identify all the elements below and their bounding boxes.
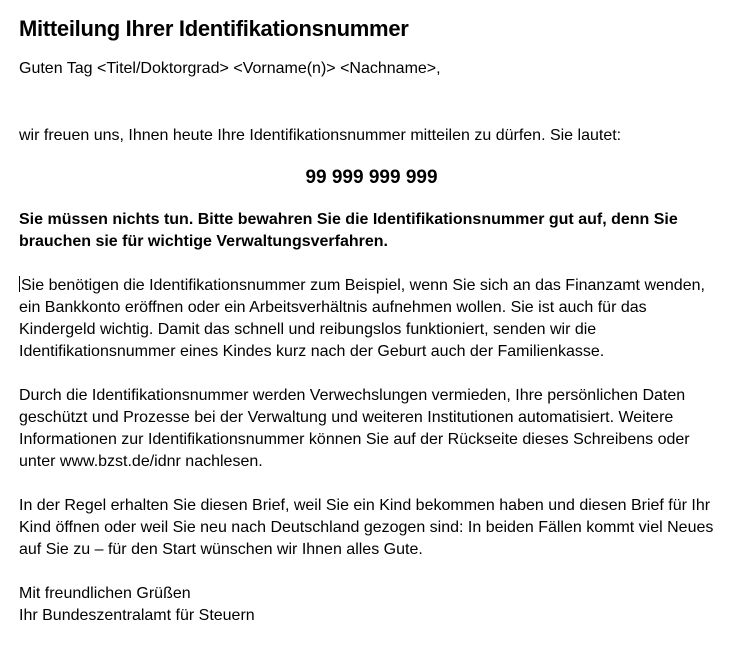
identification-number: 99 999 999 999 (305, 167, 438, 188)
closing-salutation: Mit freundlichen Grüßen (19, 585, 191, 602)
body-paragraph-3: In der Regel erhalten Sie diesen Brief, weil Sie ein Kind bekommen haben und diesen Brief für Ihr Kind öffnen oder weil Sie neu nach Deutschland gezogen sind: In beiden Fällen kommt viel Neues auf Sie zu – für den Start wünschen wir Ihnen alles Gute. (19, 497, 714, 558)
closing-signature: Ihr Bundeszentralamt für Steuern (19, 607, 255, 624)
body-paragraph-1-text: Sie benötigen die Identifikationsnummer zum Beispiel, wenn Sie sich an das Finanzamt wenden, ein Bankkonto eröffnen oder ein Arbeitsverhältnis aufnehmen wollen. Sie ist auch für das Kindergeld wichtig. Damit das schnell und reibungslos funktioniert, senden wir die Identifikationsnummer eines Kindes kurz nach der Geburt auch der Familienkasse. (19, 277, 705, 360)
letter-document[interactable] (19, 14, 724, 627)
notice-paragraph: Sie müssen nichts tun. Bitte bewahren Sie die Identifikationsnummer gut auf, denn Sie brauchen sie für wichtige Verwaltungsverfahren. (19, 211, 678, 250)
letter-greeting: Guten Tag <Titel/Doktorgrad> <Vorname(n)> <Nachname>, (19, 60, 441, 77)
text-cursor (19, 276, 20, 292)
body-paragraph-1 (19, 275, 724, 363)
closing-block (19, 583, 724, 627)
body-paragraph-2: Durch die Identifikationsnummer werden Verwechslungen vermieden, Ihre persönlichen Daten geschützt und Prozesse bei der Verwaltung und weiteren Institutionen automatisiert. Weitere Informationen zur Identifikationsnummer können Sie auf der Rückseite dieses Schreibens oder unter www.bzst.de/idnr nachlesen. (19, 387, 690, 470)
letter-intro: wir freuen uns, Ihnen heute Ihre Identifikationsnummer mitteilen zu dürfen. Sie lautet: (19, 127, 622, 144)
letter-title: Mitteilung Ihrer Identifikationsnummer (19, 16, 409, 41)
